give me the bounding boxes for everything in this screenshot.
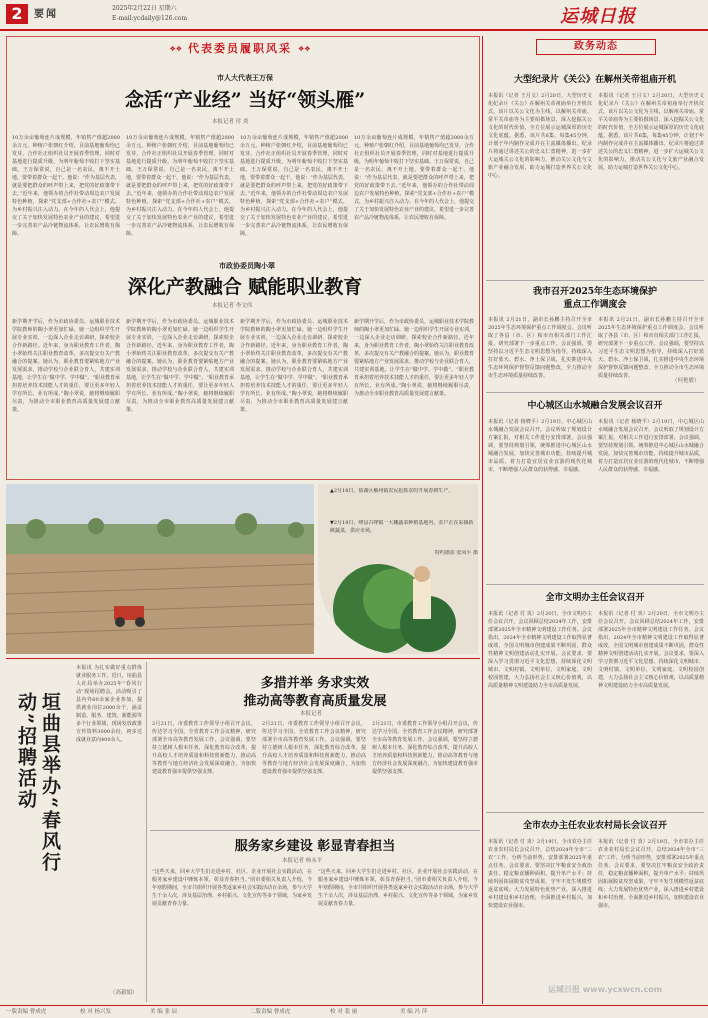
section-divider: [6, 658, 480, 659]
story4-body-col2: “这些天来，回乡大学生们走进乡村、社区、企业开展社会实践活动，在服务家乡建设中锤炼本领，彰显青春担当。”团市委相关负责人介绍，今年寒假期间，全市共组织开展各类返家乡社会实践活动百余场，参与大学生千余人次，涉及基层治理、乡村振兴、文化宣传等多个领域，为家乡发展贡献青春力量。: [318, 869, 478, 907]
right-column-divider: [482, 36, 483, 1004]
gov4-body-col2: 本报讯（记者 付 炎）2月20日，全市文明办主任会议召开。会议回顾总结2024年工作，安排部署2025年全市精神文明建设工作任务。会议指出，2024年全市精神文明建设工作取得显著成效，全国文明城市创建成果不断巩固，群众性精神文明创建活动扎实开展。会议要求，要深入学习贯彻习近平文化思想，持续深化文明城市、文明村镇、文明单位、文明家庭、文明校园创建，大力弘扬社会主义核心价值观，以高质量精神文明建设助力全市高质量发展。: [598, 611, 704, 689]
gov2-body-col2: 本报讯 2月21日，副市长孙鹏主持召开全市2025年生态环境保护重点工作调度会。会议听取了各县（市、区）和市直相关部门工作汇报，研究部署下一步重点工作。会议强调，要坚持以习近平生态文明思想为指导，持续深入打好蓝天、碧水、净土保卫战，扎实推进中央生态环境保护督察反馈问题整改，全力推动全市生态环境质量持续改善。: [598, 317, 704, 378]
story1-body-col4: 10万余亩葡萄连片成规模，年销售产值超2000余万元。种植户张朝红介绍，目前基地葡萄均已发芽，合作社正组织社员开展春季管理，同时对基地进行提质升级，为明年葡萄丰收打下坚实基础。王万保常说，自己是一名农民，离不开土地，要带着群众一起干。他说：“作为基层代表，就是要把群众的呼声带上来，把党的好政策带下去。”近年来，他领办的合作社带动周边农户发展特色种植，探索“党支部+合作社+农户”模式，为乡村振兴注入动力。在今年的人代会上，他提交了关于加快发展特色农业产业的建议，希望进一步完善农产品冷链物流体系，让农民增收有保障。: [354, 135, 474, 221]
banner-ornament-icon: ❖❖: [298, 44, 311, 53]
watermark: 运城日报 www.ycxwcn.com: [548, 985, 663, 994]
paper-logo: 运城日报: [560, 6, 636, 27]
gov3-body-col2: 本报讯（记者 杨晓平）2月19日，中心城区山水城融合发展会议召开。会议听取了规划设计方案汇报，对相关工作进行安排部署。会议强调，要坚持规划引领，统筹推进中心城区山水城融合发展，加快完善城市功能，持续提升城市品质，着力打造宜居宜业宜游的现代化城市，不断增强人民群众的获得感、幸福感。: [598, 419, 704, 473]
gov3-headline: 中心城区山水城融合发展会议召开: [527, 401, 663, 411]
issue-date: 2025年2月22日 星期六: [112, 5, 177, 12]
gov1-body-col2: 本报讯（记者 王月文）2月20日，大型历史文化纪录片《关公》在解州关帝祖庙举行开机仪式。该片以关公文化为主线，以解州关帝庙、常平关帝庙等为主要拍摄场景，深入挖掘关公文化的时代价值，全方位展示运城深厚的历史文化底蕴。据悉，该片共6集，每集45分钟，计划于年内制作完成并在主流媒体播出。纪录片将通过讲述关公的忠义仁勇精神，进一步扩大运城关公文化的影响力，推动关公文化与文旅产业融合发展，助力运城打造世界关公文化中心。: [598, 93, 704, 171]
gov5-body-col2: 本报讯（记者 付 炎）2月19日，全市农办主任农业农村局长会议召开，总结2024年全市“三农”工作，分析当前形势，安排部署2025年重点任务。会议要求，要坚决扛牢粮食安全政治责任，稳定粮食播种面积，提升单产水平；持续巩固拓展脱贫攻坚成果，守牢不发生规模性返贫底线；大力发展特色优势产业，深入推进乡村建设和乡村治理，全面推进乡村振兴，加快建设农业强市。: [598, 839, 704, 909]
vertical-title: [8, 692, 68, 912]
story4-headline: 服务家乡建设 彰显青春担当: [234, 839, 396, 854]
story2-body-col3: 新学期开学后，作为市政协委员、运城职业技术学院教师的陶小翠更加忙碌。她一边组织学生开展专业实训，一边深入企业走访调研，探索校企合作新路径。近年来，身为职业教育工作者，陶小翠始终关注职业教育改革，多次提交有关产教融合的提案。她认为，职业教育要紧贴地方产业发展需求，推动学校与企业联合育人，共建实训基地，让学生在“做中学、学中做”。“职业教育承担着培养技术技能人才的重任，要让更多年轻人学有所长、业有所成。”陶小翠说，她将继续履职尽责，为推动全市职业教育高质量发展建言献策。: [240, 319, 348, 413]
gov4-headline: 全市文明办主任会议召开: [545, 593, 645, 603]
story1-body-col1: 10万余亩葡萄连片成规模，年销售产值超2000余万元。种植户张朝红介绍，目前基地葡萄均已发芽，合作社正组织社员开展春季管理，同时对基地进行提质升级，为明年葡萄丰收打下坚实基础。王万保常说，自己是一名农民，离不开土地，要带着群众一起干。他说：“作为基层代表，就是要把群众的呼声带上来，把党的好政策带下去。”近年来，他领办的合作社带动周边农户发展特色种植，探索“党支部+合作社+农户”模式，为乡村振兴注入动力。在今年的人代会上，他提交了关于加快发展特色农业产业的建议，希望进一步完善农产品冷链物流体系，让农民增收有保障。: [12, 135, 120, 237]
story3-headline-2: 推动高等教育高质量发展: [243, 694, 387, 709]
gov1-body-col1: 本报讯（记者 王月文）2月20日，大型历史文化纪录片《关公》在解州关帝祖庙举行开机仪式。该片以关公文化为主线，以解州关帝庙、常平关帝庙等为主要拍摄场景，深入挖掘关公文化的时代价值，全方位展示运城深厚的历史文化底蕴。据悉，该片共6集，每集45分钟，计划于年内制作完成并在主流媒体播出。纪录片将通过讲述关公的忠义仁勇精神，进一步扩大运城关公文化的影响力，推动关公文化与文旅产业融合发展，助力运城打造世界关公文化中心。: [488, 93, 592, 179]
story3-headline: 多措并举 务求实效: [260, 676, 370, 691]
story1-body-col2: 10万余亩葡萄连片成规模，年销售产值超2000余万元。种植户张朝红介绍，目前基地葡萄均已发芽，合作社正组织社员开展春季管理，同时对基地进行提质升级，为明年葡萄丰收打下坚实基础。王万保常说，自己是一名农民，离不开土地，要带着群众一起干。他说：“作为基层代表，就是要把群众的呼声带上来，把党的好政策带下去。”近年来，他领办的合作社带动周边农户发展特色种植，探索“党支部+合作社+农户”模式，为乡村振兴注入动力。在今年的人代会上，他提交了关于加快发展特色农业产业的建议，希望进一步完善农产品冷链物流体系，让农民增收有保障。: [126, 135, 234, 237]
page-number: 2: [6, 4, 28, 24]
footer: [0, 1005, 708, 1018]
story3-body-col2: 2月21日，市委教育工作领导小组召开会议，传达学习全国、全省教育工作会议精神，研究部署全市高等教育发展工作。会议强调，要坚持立德树人根本任务，深化教育综合改革，提升高校人才培养质量和科技创新能力，推动高等教育与地方经济社会发展深度融合，为加快建设教育强市提供坚强支撑。: [262, 721, 366, 775]
photo-caption-1: ▲2月18日，盐湖区解州镇农民抢抓农时开展春耕生产。: [330, 488, 454, 494]
footer-editor: 校 对 杨兴发: [80, 1009, 111, 1015]
gov-banner-title: 政务动态: [574, 40, 618, 52]
story2-body-col1: 新学期开学后，作为市政协委员、运城职业技术学院教师的陶小翠更加忙碌。她一边组织学生开展专业实训，一边深入企业走访调研，探索校企合作新路径。近年来，身为职业教育工作者，陶小翠始终关注职业教育改革，多次提交有关产教融合的提案。她认为，职业教育要紧贴地方产业发展需求，推动学校与企业联合育人，共建实训基地，让学生在“做中学、学中做”。“职业教育承担着培养技术技能人才的重任，要让更多年轻人学有所长、业有所成。”陶小翠说，她将继续履职尽责，为推动全市职业教育高质量发展建言献策。: [12, 319, 120, 413]
banner-title: 代表委员履职风采: [188, 42, 292, 56]
farm-photo: [6, 484, 314, 654]
story-divider: [150, 830, 480, 831]
story3-body-col1: 2月21日，市委教育工作领导小组召开会议，传达学习全国、全省教育工作会议精神，研究部署全市高等教育发展工作。会议强调，要坚持立德树人根本任务，深化教育综合改革，提升高校人才培养质量和科技创新能力，推动高等教育与地方经济社会发展深度融合，为加快建设教育强市提供坚强支撑。: [152, 721, 256, 775]
footer-chief-editor: 一版责编 曹成虎: [6, 1009, 47, 1015]
story1-body-col3: 10万余亩葡萄连片成规模，年销售产值超2000余万元。种植户张朝红介绍，目前基地葡萄均已发芽，合作社正组织社员开展春季管理，同时对基地进行提质升级，为明年葡萄丰收打下坚实基础。王万保常说，自己是一名农民，离不开土地，要带着群众一起干。他说：“作为基层代表，就是要把群众的呼声带上来，把党的好政策带下去。”近年来，他领办的合作社带动周边农户发展特色种植，探索“党支部+合作社+农户”模式，为乡村振兴注入动力。在今年的人代会上，他提交了关于加快发展特色农业产业的建议，希望进一步完善农产品冷链物流体系，让农民增收有保障。: [240, 135, 348, 237]
story-divider: [486, 812, 704, 813]
masthead-rule: [0, 29, 708, 31]
story1-kicker: 市人大代表王万保: [217, 73, 273, 82]
gov5-headline: 全市农办主任农业农村局长会议召开: [522, 821, 667, 831]
story-divider: [486, 584, 704, 585]
story3-byline: 本报记者: [300, 711, 323, 717]
left-column-author: （高毅娟）: [110, 990, 138, 996]
gov2-author: （何艳敏）: [672, 378, 700, 384]
story3-body-col3: 2月21日，市委教育工作领导小组召开会议，传达学习全国、全省教育工作会议精神，研究部署全市高等教育发展工作。会议强调，要坚持立德树人根本任务，深化教育综合改革，提升高校人才培养质量和科技创新能力，推动高等教育与地方经济社会发展深度融合，为加快建设教育强市提供坚强支撑。: [372, 721, 478, 775]
vertical-title-text: 垣曲县举办“春风行动”招聘活动: [15, 692, 61, 873]
story1-headline: 念活“产业经” 当好“领头雁”: [124, 89, 366, 111]
footer-second-designer: 美 编 冯 萍: [400, 1009, 428, 1015]
left-column-body: 本报讯 为扎实做好重点群体就业服务工作，近日，垣曲县人社局举办2025年“春风行动”现场招聘会。活动吸引了县内外60余家企业参加，提供就业岗位2000余个，涵盖制造、服务、建筑、新能源等多个行业领域，现场发放政策宣传资料3000余份，初步达成就业意向400余人。: [76, 665, 142, 743]
footer-designer: 美 编 张 辰: [150, 1009, 178, 1015]
gov2-headline: 我市召开2025年生态环境保护: [532, 287, 658, 297]
section-title: 要闻: [34, 9, 58, 20]
email: E-mail:ycdaily@126.com: [112, 15, 188, 22]
photo-credit: 特约摄影 张凤平 摄: [434, 550, 478, 556]
story2-byline: 本报记者 李文伟: [212, 303, 253, 309]
story2-body-col2: 新学期开学后，作为市政协委员、运城职业技术学院教师的陶小翠更加忙碌。她一边组织学生开展专业实训，一边深入企业走访调研，探索校企合作新路径。近年来，身为职业教育工作者，陶小翠始终关注职业教育改革，多次提交有关产教融合的提案。她认为，职业教育要紧贴地方产业发展需求，推动学校与企业联合育人，共建实训基地，让学生在“做中学、学中做”。“职业教育承担着培养技术技能人才的重任，要让更多年轻人学有所长、业有所成。”陶小翠说，她将继续履职尽责，为推动全市职业教育高质量发展建言献策。: [126, 319, 234, 413]
story2-kicker: 市政协委员陶小翠: [219, 261, 275, 270]
gov5-body-col1: 本报讯（记者 付 炎）2月19日，全市农办主任农业农村局长会议召开，总结2024年全市“三农”工作，分析当前形势，安排部署2025年重点任务。会议要求，要坚决扛牢粮食安全政治责任，稳定粮食播种面积，提升单产水平；持续巩固拓展脱贫攻坚成果，守牢不发生规模性返贫底线；大力发展特色优势产业，深入推进乡村建设和乡村治理，全面推进乡村振兴，加快建设农业强市。: [488, 839, 592, 909]
banner-ornament-icon: ❖❖: [169, 44, 182, 53]
story-divider: [486, 280, 704, 281]
gov3-body-col1: 本报讯（记者 杨晓平）2月19日，中心城区山水城融合发展会议召开。会议听取了规划设计方案汇报，对相关工作进行安排部署。会议强调，要坚持规划引领，统筹推进中心城区山水城融合发展，加快完善城市功能，持续提升城市品质，着力打造宜居宜业宜游的现代化城市，不断增强人民群众的获得感、幸福感。: [488, 419, 592, 473]
gov2-body-col1: 本报讯 2月21日，副市长孙鹏主持召开全市2025年生态环境保护重点工作调度会。会议听取了各县（市、区）和市直相关部门工作汇报，研究部署下一步重点工作。会议强调，要坚持以习近平生态文明思想为指导，持续深入打好蓝天、碧水、净土保卫战，扎实推进中央生态环境保护督察反馈问题整改，全力推动全市生态环境质量持续改善。: [488, 317, 592, 379]
story2-body-col4: 新学期开学后，作为市政协委员、运城职业技术学院教师的陶小翠更加忙碌。她一边组织学生开展专业实训，一边深入企业走访调研，探索校企合作新路径。近年来，身为职业教育工作者，陶小翠始终关注职业教育改革，多次提交有关产教融合的提案。她认为，职业教育要紧贴地方产业发展需求，推动学校与企业联合育人，共建实训基地，让学生在“做中学、学中做”。“职业教育承担着培养技术技能人才的重任，要让更多年轻人学有所长、业有所成。”陶小翠说，她将继续履职尽责，为推动全市职业教育高质量发展建言献策。: [354, 319, 474, 397]
story-divider: [486, 392, 704, 393]
gov2-headline-2: 重点工作调度会: [563, 300, 627, 310]
story1-byline: 本报记者 付 炎: [212, 119, 249, 125]
footer-second-editor: 二版责编 曹成虎: [250, 1009, 291, 1015]
gov4-body-col1: 本报讯（记者 付 炎）2月20日，全市文明办主任会议召开。会议回顾总结2024年工作，安排部署2025年全市精神文明建设工作任务。会议指出，2024年全市精神文明建设工作取得显著成效，全国文明城市创建成果不断巩固，群众性精神文明创建活动扎实开展。会议要求，要深入学习贯彻习近平文化思想，持续深化文明城市、文明村镇、文明单位、文明家庭、文明校园创建，大力弘扬社会主义核心价值观，以高质量精神文明建设助力全市高质量发展。: [488, 611, 592, 689]
column-divider: [146, 662, 147, 1002]
story4-byline: 本报记者 杨永平: [282, 858, 323, 864]
footer-second-checker: 校 对 裴 丽: [330, 1009, 358, 1015]
photo-caption-2: ▼2月19日，绛县古绛镇一大棚蔬菜种植基地内，农户正在采摘新鲜蔬菜，供应市场。: [330, 520, 474, 534]
story4-body-col1: “这些天来，回乡大学生们走进乡村、社区、企业开展社会实践活动，在服务家乡建设中锤炼本领，彰显青春担当。”团市委相关负责人介绍，今年寒假期间，全市共组织开展各类返家乡社会实践活动百余场，参与大学生千余人次，涉及基层治理、乡村振兴、文化宣传等多个领域，为家乡发展贡献青春力量。: [152, 869, 312, 907]
gov1-headline: 大型纪录片《关公》在解州关帝祖庙开机: [513, 75, 676, 85]
gov-banner: [536, 39, 656, 55]
feature-banner: [120, 40, 360, 58]
story2-headline: 深化产教融合 赋能职业教育: [127, 276, 363, 298]
masthead: [0, 0, 708, 30]
